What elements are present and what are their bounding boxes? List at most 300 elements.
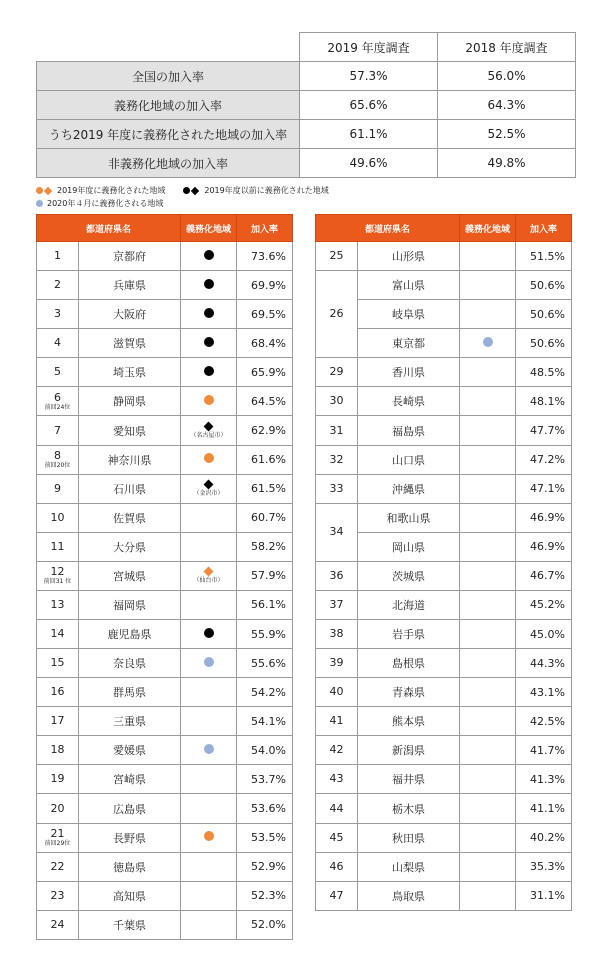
mandatory-cell	[460, 852, 516, 881]
prefecture-name: 広島県	[79, 794, 181, 823]
rank-cell	[316, 474, 358, 503]
rank-number: 15	[50, 656, 65, 670]
rank-number: 17	[50, 714, 65, 728]
rank-cell	[37, 736, 79, 765]
mandatory-cell	[460, 271, 516, 300]
legend	[36, 184, 347, 210]
mandatory-cell	[181, 765, 237, 794]
mandatory-cell	[181, 620, 237, 649]
rank-number: 43	[329, 772, 344, 786]
rank-cell	[316, 416, 358, 445]
black-dot-icon	[204, 279, 214, 289]
header-prefecture: 都道府県名	[316, 215, 460, 242]
rank-cell	[37, 532, 79, 561]
rank-cell	[37, 445, 79, 474]
table-row	[37, 329, 293, 358]
rank-cell	[316, 678, 358, 707]
rank-number: 14	[50, 627, 65, 641]
prefecture-name: 群馬県	[79, 678, 181, 707]
prefecture-name: 高知県	[79, 881, 181, 910]
rank-number: 1	[54, 249, 61, 263]
enrollment-rate: 43.1%	[516, 678, 572, 707]
prefecture-name: 徳島県	[79, 852, 181, 881]
enrollment-rate: 48.1%	[516, 387, 572, 416]
mandatory-cell	[181, 387, 237, 416]
rank-cell	[37, 910, 79, 939]
rank-cell	[37, 474, 79, 503]
prefecture-name: 佐賀県	[79, 503, 181, 532]
rank-cell	[37, 881, 79, 910]
prefecture-name: 東京都	[358, 329, 460, 358]
table-row	[316, 474, 572, 503]
enrollment-rate: 53.6%	[237, 794, 293, 823]
mandatory-cell	[181, 823, 237, 852]
enrollment-rate: 60.7%	[237, 503, 293, 532]
rank-number: 5	[54, 365, 61, 379]
table-header-row	[37, 215, 293, 242]
table-row	[316, 387, 572, 416]
enrollment-rate: 44.3%	[516, 649, 572, 678]
rank-number: 23	[50, 888, 65, 902]
mandatory-cell	[460, 532, 516, 561]
prefecture-name: 奈良県	[79, 649, 181, 678]
prefecture-name: 山梨県	[358, 852, 460, 881]
prefecture-name: 北海道	[358, 590, 460, 619]
mandatory-cell	[460, 649, 516, 678]
rank-cell	[316, 358, 358, 387]
summary-value-2019: 49.6%	[300, 149, 438, 178]
summary-value-2018: 49.8%	[438, 149, 576, 178]
prefecture-name: 三重県	[79, 707, 181, 736]
summary-value-2018: 64.3%	[438, 91, 576, 120]
rank-number: 11	[50, 539, 65, 553]
table-row	[316, 561, 572, 590]
enrollment-rate: 55.9%	[237, 620, 293, 649]
previous-rank: 前回20位	[44, 462, 71, 470]
rank-number: 22	[50, 859, 65, 873]
rank-cell	[316, 561, 358, 590]
enrollment-rate: 50.6%	[516, 300, 572, 329]
mandatory-cell	[181, 707, 237, 736]
prefecture-name: 石川県	[79, 474, 181, 503]
rank-number: 4	[54, 336, 61, 350]
enrollment-rate: 55.6%	[237, 649, 293, 678]
mandatory-cell	[181, 532, 237, 561]
enrollment-rate: 52.3%	[237, 881, 293, 910]
mandatory-cell	[181, 416, 237, 445]
mandatory-cell	[460, 358, 516, 387]
table-row	[37, 503, 293, 532]
enrollment-rate: 53.7%	[237, 765, 293, 794]
orange-diamond-icon	[204, 566, 214, 576]
table-row	[37, 474, 293, 503]
mandatory-cell	[460, 503, 516, 532]
table-row	[37, 707, 293, 736]
enrollment-rate: 62.9%	[237, 416, 293, 445]
blue-dot-icon	[483, 337, 493, 347]
mandatory-cell	[460, 242, 516, 271]
prefecture-name: 茨城県	[358, 561, 460, 590]
rank-number: 36	[329, 568, 344, 582]
rank-number: 40	[329, 685, 344, 699]
summary-row	[37, 91, 576, 120]
summary-row	[37, 149, 576, 178]
mandatory-cell	[181, 242, 237, 271]
table-row	[316, 242, 572, 271]
summary-row	[37, 62, 576, 91]
rank-cell	[37, 271, 79, 300]
mandatory-cell	[460, 707, 516, 736]
rank-cell	[316, 794, 358, 823]
mandatory-cell	[181, 271, 237, 300]
blue-dot-icon	[204, 744, 214, 754]
rank-number: 45	[329, 830, 344, 844]
table-row	[37, 445, 293, 474]
mandatory-cell	[460, 445, 516, 474]
rank-number: 7	[54, 423, 61, 437]
prefecture-name: 長野県	[79, 823, 181, 852]
prefecture-name: 長崎県	[358, 387, 460, 416]
summary-value-2019: 61.1%	[300, 120, 438, 149]
mandatory-cell	[460, 823, 516, 852]
black-diamond-icon	[204, 421, 214, 431]
table-header-row	[316, 215, 572, 242]
rank-number: 26	[329, 307, 344, 321]
rank-number: 33	[329, 481, 344, 495]
enrollment-rate: 48.5%	[516, 358, 572, 387]
black-dot-icon	[204, 308, 214, 318]
ranking-table-left	[36, 214, 293, 940]
rank-number: 42	[329, 743, 344, 757]
enrollment-rate: 41.1%	[516, 794, 572, 823]
black-diamond-icon	[204, 479, 214, 489]
rank-cell	[316, 271, 358, 358]
rank-number: 29	[329, 365, 344, 379]
prefecture-name: 神奈川県	[79, 445, 181, 474]
legend-row	[36, 197, 347, 210]
enrollment-rate: 47.7%	[516, 416, 572, 445]
mandatory-cell	[460, 416, 516, 445]
black-dot-icon	[204, 250, 214, 260]
rank-number: 2	[54, 278, 61, 292]
enrollment-rate: 35.3%	[516, 852, 572, 881]
table-row	[37, 620, 293, 649]
mandatory-cell	[460, 590, 516, 619]
summary-header-row	[37, 33, 576, 62]
table-row	[316, 649, 572, 678]
header-mandatory: 義務化地域	[460, 215, 516, 242]
rank-cell	[316, 823, 358, 852]
rank-number: 39	[329, 656, 344, 670]
rank-number: 13	[50, 597, 65, 611]
legend-item-2020	[36, 198, 163, 209]
rank-number: 8	[54, 449, 61, 463]
rank-cell	[316, 590, 358, 619]
table-row	[316, 881, 572, 910]
rank-number: 38	[329, 627, 344, 641]
table-row	[316, 852, 572, 881]
prefecture-name: 山口県	[358, 445, 460, 474]
city-note: （金沢市）	[193, 489, 224, 497]
table-row	[37, 561, 293, 590]
mandatory-cell	[181, 329, 237, 358]
mandatory-cell	[181, 881, 237, 910]
rank-cell	[37, 794, 79, 823]
enrollment-rate: 52.9%	[237, 852, 293, 881]
table-row	[37, 765, 293, 794]
rank-cell	[316, 503, 358, 561]
prefecture-name: 山形県	[358, 242, 460, 271]
prefecture-name: 鹿児島県	[79, 620, 181, 649]
rank-number: 20	[50, 801, 65, 815]
summary-label: 全国の加入率	[37, 62, 300, 91]
table-row	[316, 707, 572, 736]
mandatory-cell	[181, 678, 237, 707]
prefecture-name: 愛知県	[79, 416, 181, 445]
enrollment-rate: 42.5%	[516, 707, 572, 736]
black-dot-icon	[204, 366, 214, 376]
table-row	[316, 416, 572, 445]
rank-number: 10	[50, 510, 65, 524]
prefecture-name: 岩手県	[358, 620, 460, 649]
table-row	[316, 765, 572, 794]
table-row	[37, 387, 293, 416]
orange-dot-icon	[204, 831, 214, 841]
header-prefecture: 都道府県名	[37, 215, 181, 242]
previous-rank: 前回31 位	[43, 578, 72, 586]
prefecture-name: 熊本県	[358, 707, 460, 736]
rank-number: 3	[54, 307, 61, 321]
prefecture-name: 静岡県	[79, 387, 181, 416]
mandatory-cell	[181, 649, 237, 678]
enrollment-rate: 65.9%	[237, 358, 293, 387]
enrollment-rate: 56.1%	[237, 590, 293, 619]
legend-label-2019: 2019年度に義務化された地域	[57, 186, 166, 195]
summary-value-2019: 65.6%	[300, 91, 438, 120]
rank-number: 19	[50, 772, 65, 786]
enrollment-rate: 45.2%	[516, 590, 572, 619]
rank-number: 21	[50, 827, 65, 841]
enrollment-rate: 61.5%	[237, 474, 293, 503]
enrollment-rate: 51.5%	[516, 242, 572, 271]
enrollment-rate: 57.9%	[237, 561, 293, 590]
rank-number: 24	[50, 917, 65, 931]
table-row	[37, 910, 293, 939]
table-row	[316, 445, 572, 474]
table-row	[37, 794, 293, 823]
table-row	[37, 678, 293, 707]
mandatory-cell	[460, 474, 516, 503]
mandatory-cell	[181, 852, 237, 881]
enrollment-rate: 69.9%	[237, 271, 293, 300]
table-row	[37, 881, 293, 910]
rank-cell	[37, 852, 79, 881]
rank-cell	[316, 649, 358, 678]
black-dot-icon	[204, 628, 214, 638]
mandatory-cell	[460, 765, 516, 794]
rank-number: 18	[50, 743, 65, 757]
prefecture-name: 大阪府	[79, 300, 181, 329]
prefecture-name: 福島県	[358, 416, 460, 445]
table-row	[37, 416, 293, 445]
table-row	[316, 590, 572, 619]
legend-row	[36, 184, 347, 197]
rank-number: 16	[50, 685, 65, 699]
legend-item-2019	[36, 185, 165, 196]
enrollment-rate: 54.2%	[237, 678, 293, 707]
mandatory-cell	[460, 736, 516, 765]
legend-item-before-2019	[183, 185, 328, 196]
mandatory-cell	[460, 329, 516, 358]
mandatory-cell	[460, 678, 516, 707]
header-rate: 加入率	[237, 215, 293, 242]
prefecture-name: 大分県	[79, 532, 181, 561]
rank-cell	[316, 736, 358, 765]
rank-cell	[37, 590, 79, 619]
table-row	[37, 300, 293, 329]
prefecture-name: 岐阜県	[358, 300, 460, 329]
mandatory-cell	[181, 445, 237, 474]
prefecture-name: 兵庫県	[79, 271, 181, 300]
orange-dot-icon	[204, 395, 214, 405]
prefecture-name: 滋賀県	[79, 329, 181, 358]
enrollment-rate: 54.0%	[237, 736, 293, 765]
table-row	[316, 503, 572, 532]
rank-cell	[37, 242, 79, 271]
rank-cell	[37, 561, 79, 590]
enrollment-rate: 54.1%	[237, 707, 293, 736]
mandatory-cell	[181, 503, 237, 532]
prefecture-name: 鳥取県	[358, 881, 460, 910]
orange-dot-diamond-icon	[36, 187, 53, 194]
rank-cell	[37, 707, 79, 736]
table-row	[37, 823, 293, 852]
table-row	[37, 242, 293, 271]
mandatory-cell	[181, 300, 237, 329]
table-row	[37, 358, 293, 387]
ranking-table-right	[315, 214, 572, 911]
enrollment-rate: 41.7%	[516, 736, 572, 765]
city-note: （仙台市）	[193, 576, 224, 584]
prefecture-name: 富山県	[358, 271, 460, 300]
summary-label: 義務化地域の加入率	[37, 91, 300, 120]
enrollment-rate: 73.6%	[237, 242, 293, 271]
black-dot-diamond-icon	[183, 187, 200, 194]
enrollment-rate: 58.2%	[237, 532, 293, 561]
table-row	[37, 532, 293, 561]
mandatory-cell	[181, 561, 237, 590]
prefecture-name: 宮城県	[79, 561, 181, 590]
rank-cell	[316, 765, 358, 794]
rank-number: 46	[329, 859, 344, 873]
rank-cell	[37, 823, 79, 852]
prefecture-name: 青森県	[358, 678, 460, 707]
rank-number: 34	[329, 525, 344, 539]
rank-cell	[316, 852, 358, 881]
legend-label-before-2019: 2019年度以前に義務化された地域	[204, 186, 329, 195]
mandatory-cell	[460, 387, 516, 416]
rank-cell	[37, 358, 79, 387]
rank-cell	[316, 387, 358, 416]
rank-cell	[37, 649, 79, 678]
table-row	[316, 736, 572, 765]
summary-value-2019: 57.3%	[300, 62, 438, 91]
summary-col-2018: 2018 年度調査	[438, 33, 576, 62]
enrollment-rate: 31.1%	[516, 881, 572, 910]
prefecture-name: 栃木県	[358, 794, 460, 823]
orange-dot-icon	[204, 453, 214, 463]
enrollment-rate: 69.5%	[237, 300, 293, 329]
prefecture-name: 沖縄県	[358, 474, 460, 503]
city-note: （名古屋市）	[190, 431, 227, 439]
enrollment-rate: 47.1%	[516, 474, 572, 503]
prefecture-name: 香川県	[358, 358, 460, 387]
mandatory-cell	[181, 590, 237, 619]
previous-rank: 前回29位	[44, 840, 71, 848]
rank-number: 9	[54, 481, 61, 495]
rank-cell	[37, 416, 79, 445]
summary-col-2019: 2019 年度調査	[300, 33, 438, 62]
prefecture-name: 京都府	[79, 242, 181, 271]
summary-table	[36, 32, 576, 178]
enrollment-rate: 40.2%	[516, 823, 572, 852]
enrollment-rate: 53.5%	[237, 823, 293, 852]
prefecture-name: 秋田県	[358, 823, 460, 852]
rank-cell	[37, 765, 79, 794]
table-row	[37, 852, 293, 881]
prefecture-name: 千葉県	[79, 910, 181, 939]
prefecture-name: 和歌山県	[358, 503, 460, 532]
rank-number: 47	[329, 888, 344, 902]
enrollment-rate: 52.0%	[237, 910, 293, 939]
rank-number: 41	[329, 714, 344, 728]
header-rate: 加入率	[516, 215, 572, 242]
rank-cell	[37, 620, 79, 649]
prefecture-name: 埼玉県	[79, 358, 181, 387]
enrollment-rate: 50.6%	[516, 271, 572, 300]
rank-number: 30	[329, 394, 344, 408]
prefecture-name: 島根県	[358, 649, 460, 678]
rank-number: 37	[329, 597, 344, 611]
mandatory-cell	[460, 881, 516, 910]
rank-number: 12	[50, 565, 65, 579]
enrollment-rate: 61.6%	[237, 445, 293, 474]
rank-cell	[37, 300, 79, 329]
table-row	[316, 794, 572, 823]
rank-number: 44	[329, 801, 344, 815]
table-row	[316, 823, 572, 852]
prefecture-name: 宮崎県	[79, 765, 181, 794]
rank-cell	[37, 503, 79, 532]
mandatory-cell	[460, 561, 516, 590]
mandatory-cell	[460, 620, 516, 649]
rank-number: 32	[329, 452, 344, 466]
rank-number: 31	[329, 423, 344, 437]
prefecture-name: 岡山県	[358, 532, 460, 561]
summary-label: うち2019 年度に義務化された地域の加入率	[37, 120, 300, 149]
table-row	[316, 271, 572, 300]
rank-cell	[316, 445, 358, 474]
table-row	[37, 271, 293, 300]
table-row	[37, 736, 293, 765]
table-row	[316, 620, 572, 649]
rank-cell	[316, 881, 358, 910]
blue-dot-icon	[204, 657, 214, 667]
table-row	[316, 678, 572, 707]
rank-cell	[316, 242, 358, 271]
previous-rank: 前回24位	[44, 403, 71, 411]
header-mandatory: 義務化地域	[181, 215, 237, 242]
